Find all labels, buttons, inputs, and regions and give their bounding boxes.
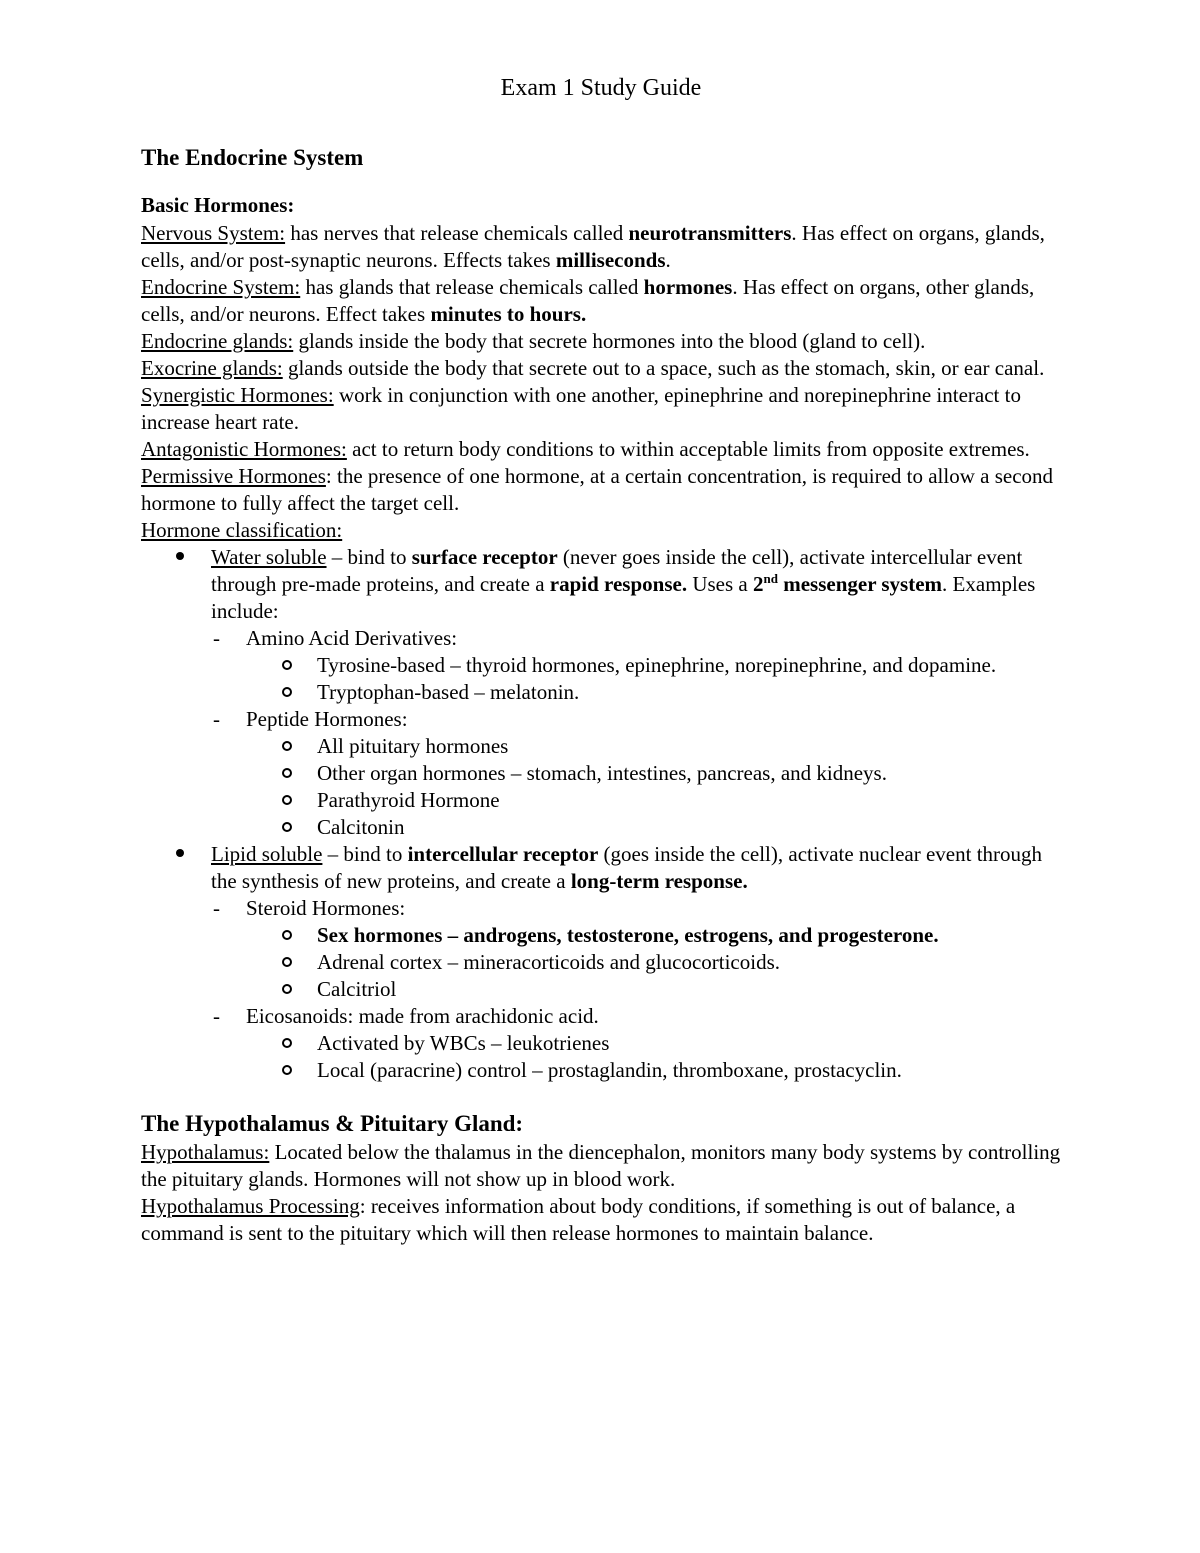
- list-item: Local (paracrine) control – prostaglandin, thromboxane, prostacyclin.: [317, 1057, 1061, 1084]
- hormone-classification-heading: [141, 517, 1061, 544]
- list-item: Calcitonin: [317, 814, 1061, 841]
- term-hormone-classification: Hormone classification:: [141, 518, 343, 542]
- amino-acid-sublist: [246, 652, 1061, 706]
- list-item-amino-acid-derivatives: [246, 625, 1061, 706]
- term-synergistic-hormones: Synergistic Hormones:: [141, 383, 334, 407]
- steroid-sublist: [246, 922, 1061, 1003]
- list-item: Parathyroid Hormone: [317, 787, 1061, 814]
- list-text: – bind to: [322, 842, 408, 866]
- definition-text: glands outside the body that secrete out to a space, such as the stomach, skin, or ear canal.: [282, 356, 1045, 380]
- document-title: Exam 1 Study Guide: [500, 75, 702, 101]
- document-page: [141, 70, 1061, 1247]
- list-item: Calcitriol: [317, 976, 1061, 1003]
- term-permissive-hormones: Permissive Hormones: [141, 464, 326, 488]
- list-item: Other organ hormones – stomach, intestines, pancreas, and kidneys.: [317, 760, 1061, 787]
- list-text: – bind to: [326, 545, 412, 569]
- term-exocrine-glands: Exocrine glands:: [141, 356, 283, 380]
- superscript: nd: [763, 571, 778, 586]
- definition-synergistic-hormones: [141, 382, 1061, 436]
- bold-list-text: Sex hormones – androgens, testosterone, estrogens, and progesterone.: [317, 923, 939, 947]
- list-item: All pituitary hormones: [317, 733, 1061, 760]
- bold-term: 2: [753, 572, 764, 596]
- list-item: Adrenal cortex – mineracorticoids and glucocorticoids.: [317, 949, 1061, 976]
- bold-term: long-term response.: [570, 869, 748, 893]
- bold-term: messenger system: [777, 572, 943, 596]
- bold-term: neurotransmitters: [628, 221, 792, 245]
- list-item-water-soluble: [211, 544, 1061, 841]
- term-hypothalamus-processing: Hypothalamus Processing: [141, 1194, 360, 1218]
- list-label: Steroid Hormones:: [246, 896, 406, 920]
- term-water-soluble: Water soluble: [211, 545, 327, 569]
- definition-text: glands inside the body that secrete hormones into the blood (gland to cell).: [293, 329, 926, 353]
- definition-text: Located below the thalamus in the diencephalon, monitors many body systems by controlling the pituitary glands. Hormones will not show up in blood work.: [141, 1140, 1061, 1191]
- definition-text: : the presence of one hormone, at a certain concentration, is required to allow a second hormone to fully affect the target cell.: [141, 464, 1054, 515]
- definition-hypothalamus-processing: [141, 1193, 1061, 1247]
- definition-text: work in conjunction with one another, epinephrine and norepinephrine interact to increase heart rate.: [141, 383, 1021, 434]
- list-item-eicosanoids: [246, 1003, 1061, 1084]
- definition-nervous-system: [141, 220, 1061, 274]
- water-soluble-sublist: [211, 625, 1061, 841]
- subheading-basic-hormones: Basic Hormones:: [141, 193, 295, 217]
- list-item-peptide-hormones: [246, 706, 1061, 841]
- definition-endocrine-glands: [141, 328, 1061, 355]
- list-item: Tryptophan-based – melatonin.: [317, 679, 1061, 706]
- definition-endocrine-system: [141, 274, 1061, 328]
- definition-exocrine-glands: [141, 355, 1061, 382]
- classification-list: [141, 544, 1061, 1084]
- bold-term: rapid response.: [549, 572, 688, 596]
- definition-text: . Has effect on organs, other glands, cells, and/or neurons. Effect takes: [141, 275, 1035, 326]
- list-text: Uses a: [687, 572, 753, 596]
- term-antagonistic-hormones: Antagonistic Hormones:: [141, 437, 347, 461]
- bold-term: hormones: [643, 275, 733, 299]
- definition-text: has nerves that release chemicals called: [285, 221, 629, 245]
- list-label: Peptide Hormones:: [246, 707, 408, 731]
- definition-hypothalamus: [141, 1139, 1061, 1193]
- definition-text: : receives information about body conditions, if something is out of balance, a command is sent to the pituitary which will then release hormones to maintain balance.: [141, 1194, 1016, 1245]
- term-endocrine-glands: Endocrine glands:: [141, 329, 294, 353]
- term-lipid-soluble: Lipid soluble: [211, 842, 323, 866]
- list-item-lipid-soluble: [211, 841, 1061, 1084]
- list-text: (never goes inside the cell), activate intercellular event through pre-made proteins, and create a: [211, 545, 1023, 596]
- bold-term: milliseconds: [555, 248, 666, 272]
- definition-text: .: [665, 248, 671, 272]
- term-hypothalamus: Hypothalamus:: [141, 1140, 270, 1164]
- list-item: Activated by WBCs – leukotrienes: [317, 1030, 1061, 1057]
- list-text: (goes inside the cell), activate nuclear event through the synthesis of new proteins, and create a: [211, 842, 1043, 893]
- definition-text: has glands that release chemicals called: [300, 275, 644, 299]
- peptide-sublist: [246, 733, 1061, 841]
- bold-term: minutes to hours.: [430, 302, 587, 326]
- section-title-hypothalamus-pituitary: The Hypothalamus & Pituitary Gland:: [141, 1111, 524, 1136]
- list-item: Tyrosine-based – thyroid hormones, epinephrine, norepinephrine, and dopamine.: [317, 652, 1061, 679]
- list-label: Amino Acid Derivatives:: [246, 626, 458, 650]
- definition-antagonistic-hormones: [141, 436, 1061, 463]
- eicosanoids-sublist: [246, 1030, 1061, 1084]
- list-label: Eicosanoids: made from arachidonic acid.: [246, 1004, 599, 1028]
- list-item-steroid-hormones: [246, 895, 1061, 1003]
- bold-term: surface receptor: [411, 545, 558, 569]
- term-endocrine-system: Endocrine System:: [141, 275, 301, 299]
- term-nervous-system: Nervous System:: [141, 221, 286, 245]
- bold-term: intercellular receptor: [407, 842, 599, 866]
- definition-text: act to return body conditions to within acceptable limits from opposite extremes.: [346, 437, 1030, 461]
- definition-text: . Has effect on organs, glands, cells, and/or post-synaptic neurons. Effects takes: [141, 221, 1045, 272]
- definition-permissive-hormones: [141, 463, 1061, 517]
- list-item: [317, 922, 1061, 949]
- section-title-endocrine-system: The Endocrine System: [141, 145, 364, 170]
- list-text: . Examples include:: [211, 572, 1036, 623]
- lipid-soluble-sublist: [211, 895, 1061, 1084]
